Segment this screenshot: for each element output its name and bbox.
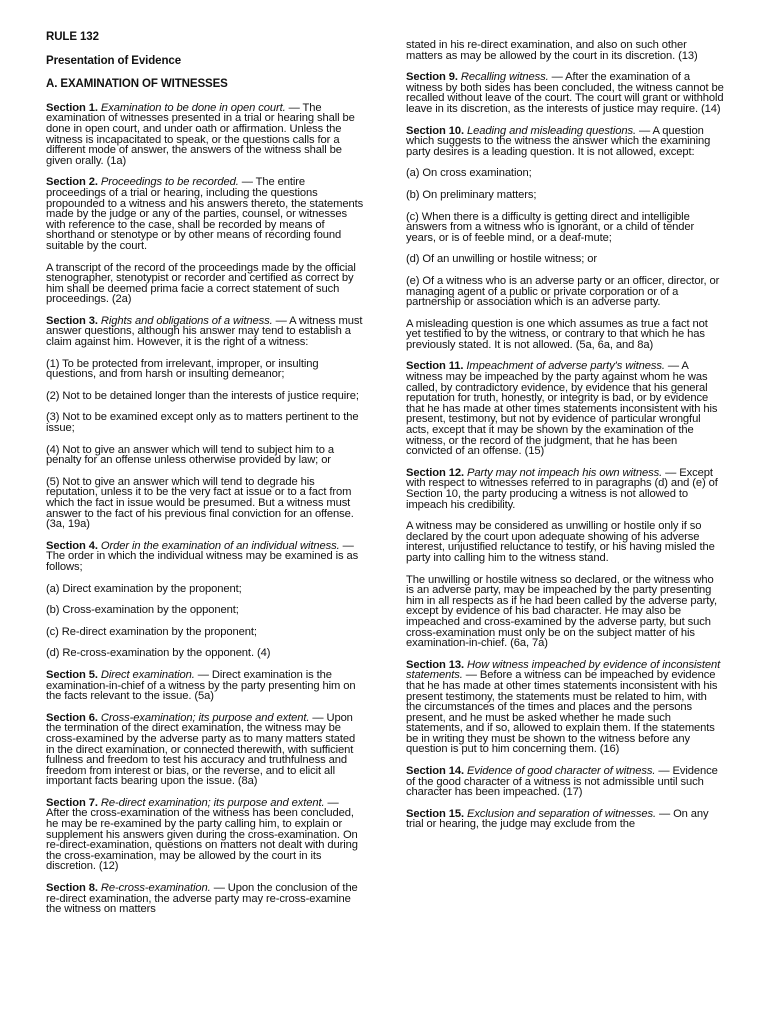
body-paragraph: (b) Cross-examination by the opponent; <box>46 604 239 617</box>
section-body: — A witness must answer questions, although his answer may tend to establish a claim against him. However, it is the right of a witness: <box>46 314 363 349</box>
section-body: — Direct examination is the examination-in-chief of a witness by the party presenting him on the facts relevant to the issue. (5a) <box>46 668 356 703</box>
section-label: Section 3. <box>46 314 98 327</box>
section-label: Section 5. <box>46 668 98 681</box>
section-body: — Before a witness can be impeached by evidence that he has made at other times statements inconsistent with his present testimony, the statements must be related to him, with the circumstances of the times and places and the persons present, and he must be asked whether he made such statements, and if so, allowed to explain them. If the statements be in writing they must be shown to the witness before any question is put to him concerning them. (16) <box>406 669 718 756</box>
body-paragraph: (b) On preliminary matters; <box>406 188 537 201</box>
section-paragraph <box>46 177 364 251</box>
section-title: Leading and misleading questions. <box>466 124 636 137</box>
right-column <box>406 40 724 841</box>
section-paragraph <box>46 103 364 167</box>
body-paragraph: stated in his re-direct examination, and also on such other matters as may be allowed by the court in its discretion. (13) <box>406 39 698 62</box>
section-title: Rights and obligations of a witness. <box>100 314 273 327</box>
body-paragraph: (a) On cross examination; <box>406 167 532 180</box>
left-column <box>46 32 364 926</box>
section-label: Section 10. <box>406 124 464 137</box>
rule-subtitle: Presentation of Evidence <box>46 54 181 67</box>
body-paragraph: (c) When there is a difficulty is getting direct and intelligible answers from a witness who is ignorant, or a child of tender years, or is of feeble mind, or a deaf-mute; <box>406 210 695 244</box>
section-title: Order in the examination of an individual witness. <box>100 539 340 552</box>
section-paragraph <box>46 713 364 787</box>
body-paragraph: (d) Of an unwilling or hostile witness; or <box>406 253 598 266</box>
body-paragraph: A witness may be considered as unwilling or hostile only if so declared by the court upon adequate showing of his adverse interest, unjustified reluctance to testify, or his having misled the party into calling him to the witness stand. <box>406 520 715 564</box>
section-title: Direct examination. <box>100 668 195 681</box>
section-label: Section 7. <box>46 796 98 809</box>
body-paragraph: (2) Not to be detained longer than the interests of justice require; <box>46 389 359 402</box>
part-heading: A. EXAMINATION OF WITNESSES <box>46 78 228 91</box>
body-paragraph: The unwilling or hostile witness so declared, or the witness who is an adverse party, may be impeached by the party presenting him in all respects as if he had been called by the adverse party, except by evidence of his bad character. He may also be impeached and cross-examined by the adverse party, but such cross-examination must only be on the subject matter of his examination-in-chief. (6a, 7a) <box>406 573 717 650</box>
section-paragraph <box>406 660 724 755</box>
section-title: Re-cross-examination. <box>100 882 211 895</box>
section-title: Proceedings to be recorded. <box>100 176 239 189</box>
section-body: — A witness may be impeached by the party against whom he was called, by contradictory evidence, by evidence that his general reputation for truth, honestly, or integrity is bad, or by evidence that he has made at other times statements inconsistent with his present, testimony, but not by evidence of particular wrongful acts, except that it may be shown by the examination of the witness, or the record of the judgment, that he has been convicted of an offense. (15) <box>406 360 718 458</box>
section-label: Section 9. <box>406 71 458 84</box>
body-paragraph: (a) Direct examination by the proponent; <box>46 582 242 595</box>
section-body: — After the examination of a witness by both sides has been concluded, the witness cannot be recalled without leave of the court. The court will grant or withhold leave in its discretion, as the interests of justice may require. (14) <box>406 71 724 115</box>
body-paragraph: (4) Not to give an answer which will tend to subject him to a penalty for an offense unless otherwise provided by law; or <box>46 443 335 467</box>
body-paragraph: (d) Re-cross-examination by the opponent. (4) <box>46 647 271 660</box>
body-paragraph: (1) To be protected from irrelevant, improper, or insulting questions, and from harsh or insulting demeanor; <box>46 357 319 381</box>
section-title: Party may not impeach his own witness. <box>466 466 663 479</box>
section-body: — The examination of witnesses presented in a trial or hearing shall be done in open court, and under oath or affirmation. Unless the witness is incapacitated to speak, or the questions calls for a different mode of answer, the answers of the witness shall be given orally. (1a) <box>46 101 355 167</box>
section-body: — The order in which the individual witness may be examined is as follows; <box>46 539 359 573</box>
section-title: How witness impeached by evidence of inconsistent statements. <box>406 658 721 682</box>
body-paragraph: (5) Not to give an answer which will tend to degrade his reputation, unless it to be the very fact at issue or to a fact from which the fact in issue would be presumed. But a witness must answer to the fact of his previous final conviction for an offense. (3a, 19a) <box>46 475 354 531</box>
section-label: Section 11. <box>406 360 464 373</box>
section-label: Section 2. <box>46 176 98 189</box>
section-label: Section 4. <box>46 539 98 552</box>
section-paragraph <box>406 809 724 830</box>
section-label: Section 6. <box>46 711 98 724</box>
section-paragraph <box>46 541 364 573</box>
section-body: — A question which suggests to the witness the answer which the examining party desires is a leading question. It is not allowed, except: <box>406 124 711 158</box>
section-paragraph <box>406 72 724 114</box>
section-paragraph <box>406 126 724 158</box>
section-title: Cross-examination; its purpose and extent. <box>100 711 310 724</box>
body-paragraph: (e) Of a witness who is an adverse party or an officer, director, or managing agent of a public or private corporation or of a partnership or association which is an adverse party. <box>406 274 720 309</box>
section-paragraph <box>406 766 724 798</box>
section-label: Section 14. <box>406 765 464 778</box>
section-body: — On any trial or hearing, the judge may exclude from the <box>406 807 709 831</box>
rule-number: RULE 132 <box>46 31 99 43</box>
section-label: Section 13. <box>406 658 464 671</box>
section-paragraph <box>406 468 724 510</box>
left-blocks <box>46 103 364 915</box>
section-title: Impeachment of adverse party's witness. <box>466 360 665 373</box>
body-paragraph: A misleading question is one which assumes as true a fact not yet testified to by the witness, or contrary to that which he has previously stated. It is not allowed. (5a, 6a, and 8a) <box>406 317 708 351</box>
section-body: — The entire proceedings of a trial or hearing, including the questions propounded to a witness and his answers thereto, the statements made by the judge or any of the parties, counsel, or witnesses with reference to the case, shall be recorded by means of shorthand or stenotype or by other means of recording found suitable by the court. <box>46 176 364 252</box>
section-paragraph <box>46 670 364 702</box>
section-label: Section 15. <box>406 807 464 820</box>
section-paragraph <box>46 316 364 348</box>
body-paragraph: (c) Re-direct examination by the proponent; <box>46 625 257 638</box>
section-label: Section 8. <box>46 882 98 895</box>
section-title: Evidence of good character of witness. <box>466 765 656 778</box>
section-title: Examination to be done in open court. <box>100 101 286 114</box>
section-body: — After the cross-examination of the witness has been concluded, he may be re-examined by the party calling him, to explain or supplement his answers given during the cross-examination. On re-direct-examination, questions on matters not dealt with during the cross-examination, may be allowed by the court in its discretion. (12) <box>46 796 358 873</box>
section-title: Exclusion and separation of witnesses. <box>466 807 656 820</box>
section-title: Re-direct examination; its purpose and extent. <box>100 796 325 809</box>
section-label: Section 1. <box>46 101 98 114</box>
section-paragraph <box>406 361 724 456</box>
section-title: Recalling witness. <box>460 71 549 84</box>
section-body: — Evidence of the good character of a witness is not admissible until such character has been impeached. (17) <box>406 765 718 799</box>
section-paragraph <box>46 798 364 872</box>
section-body: — Except with respect to witnesses referred to in paragraphs (d) and (e) of Section 10, the party producing a witness is not allowed to impeach his credibility. <box>406 466 718 511</box>
section-label: Section 12. <box>406 466 464 479</box>
body-paragraph: A transcript of the record of the proceedings made by the official stenographer, stenotypist or recorder and certified as correct by him shall be deemed prima facie a correct statement of such proceedings. (2a) <box>46 261 356 306</box>
section-body: — Upon the conclusion of the re-direct examination, the adverse party may re-cross-examine the witness on matters <box>46 882 358 916</box>
section-paragraph <box>46 883 364 915</box>
body-paragraph: (3) Not to be examined except only as to matters pertinent to the issue; <box>46 411 359 435</box>
section-body: — Upon the termination of the direct examination, the witness may be cross-examined by the adverse party as to many matters stated in the direct examination, or connected therewith, with sufficient fullness and freedom to test his accuracy and truthfulness and freedom from interest or bias, or the reverse, and to elicit all important facts bearing upon the issue. (8a) <box>46 711 356 788</box>
right-blocks <box>406 40 724 830</box>
